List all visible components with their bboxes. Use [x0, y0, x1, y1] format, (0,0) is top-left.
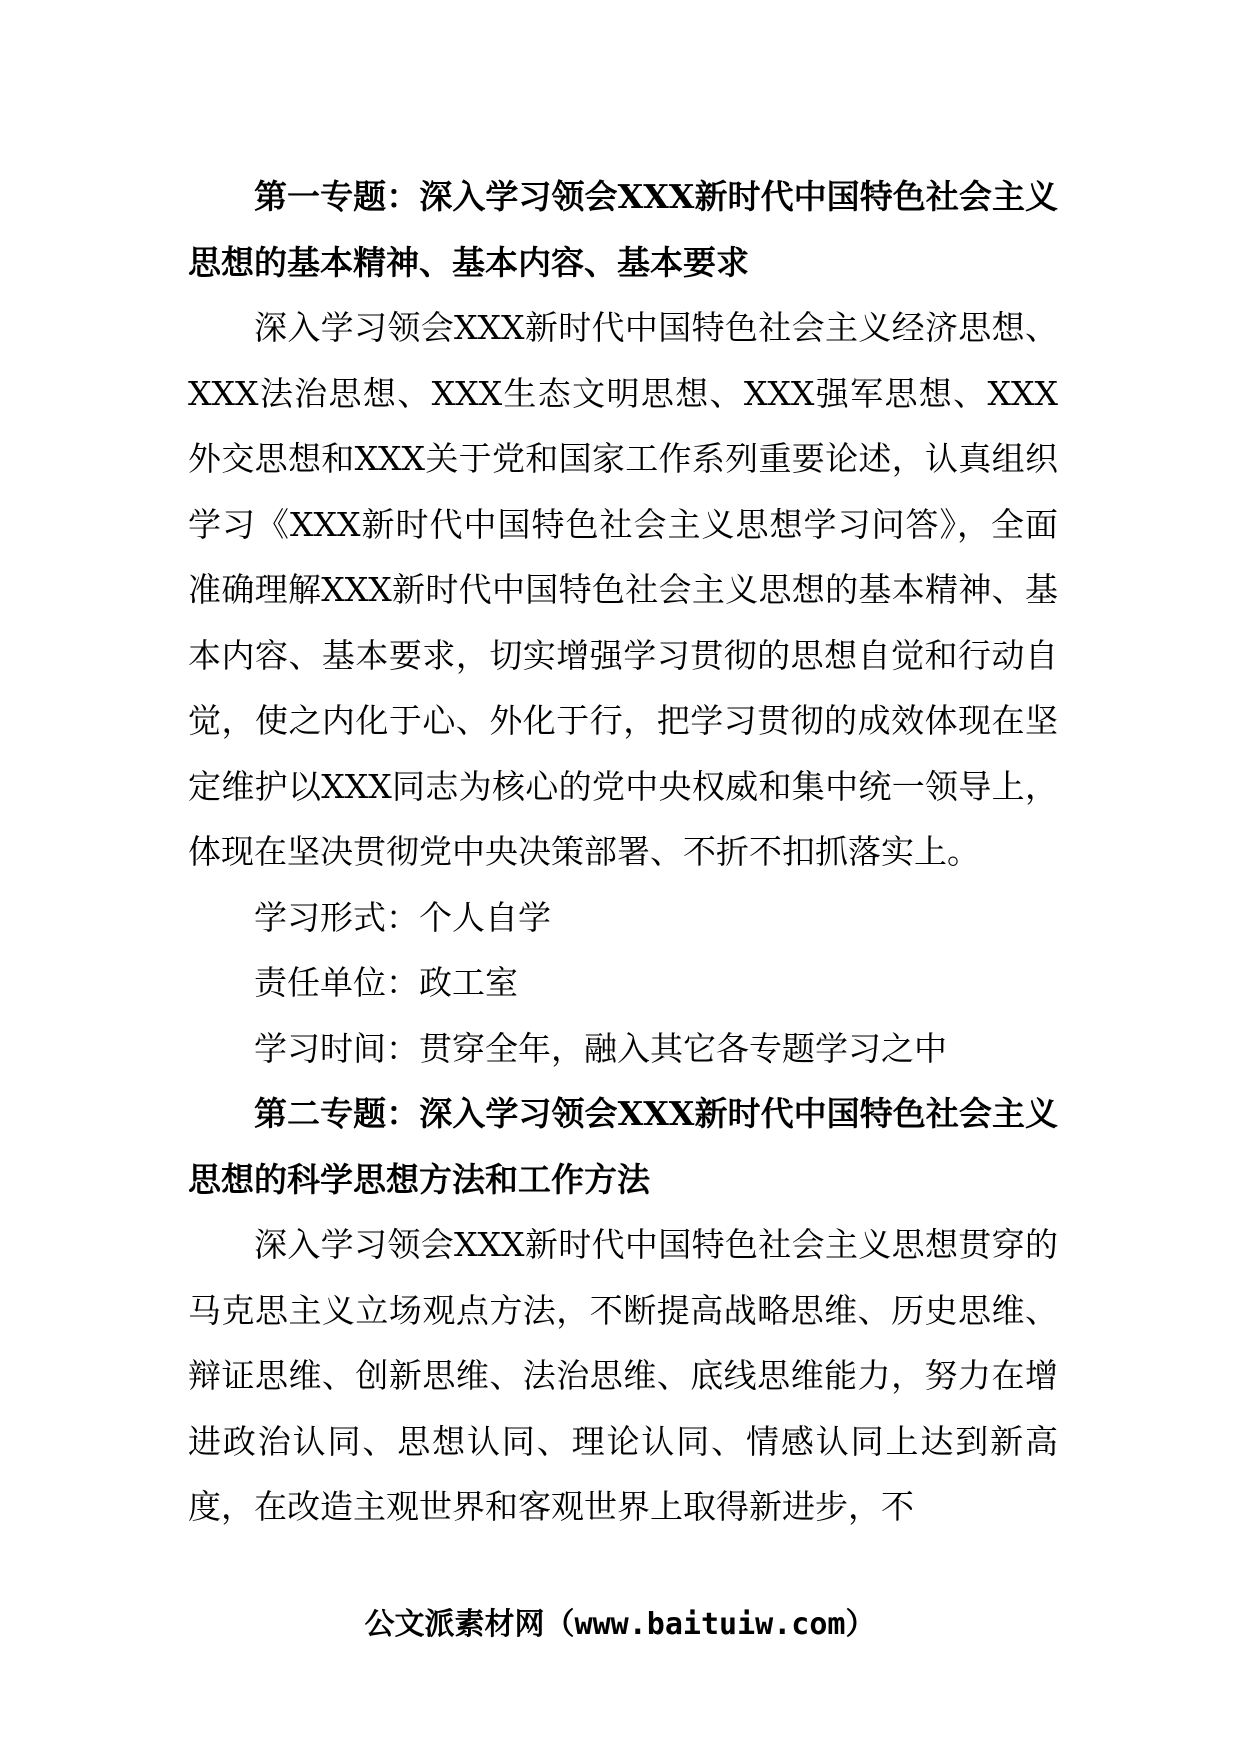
section1-heading: 第一专题：深入学习领会XXX新时代中国特色社会主义思想的基本精神、基本内容、基本要求 [188, 177, 1058, 282]
footer-close-paren: ） [845, 1607, 876, 1642]
section2-heading: 第二专题：深入学习领会XXX新时代中国特色社会主义思想的科学思想方法和工作方法 [188, 1094, 1058, 1199]
footer-watermark [0, 1605, 1240, 1645]
section1-study-time: 学习时间：贯穿全年，融入其它各专题学习之中 [254, 1028, 947, 1068]
document-page [188, 164, 1058, 1540]
footer-open-paren: （ [544, 1607, 575, 1642]
footer-url: www.baituiw.com [574, 1607, 846, 1642]
section2-body: 深入学习领会XXX新时代中国特色社会主义思想贯穿的马克思主义立场观点方法，不断提高战略思维、历史思维、辩证思维、创新思维、法治思维、底线思维能力，努力在增进政治认同、思想认同、理论认同、情感认同上达到新高度，在改造主观世界和客观世界上取得新进步，不 [188, 1225, 1058, 1526]
section1-study-form: 学习形式：个人自学 [254, 897, 551, 937]
section1-responsible-unit: 责任单位：政工室 [254, 963, 518, 1002]
footer-site-name: 公文派素材网 [364, 1607, 545, 1642]
section1-body: 深入学习领会XXX新时代中国特色社会主义经济思想、XXX法治思想、XXX生态文明思想、XXX强军思想、XXX外交思想和XXX关于党和国家工作系列重要论述，认真组织学习《XXX新时代中国特色社会主义思想学习问答》，全面准确理解XXX新时代中国特色社会主义思想的基本精神、基本内容、基本要求，切实增强学习贯彻的思想自觉和行动自觉，使之内化于心、外化于行，把学习贯彻的成效体现在坚定维护以XXX同志为核心的党中央权威和集中统一领导上，体现在坚决贯彻党中央决策部署、不折不扣抓落实上。 [188, 308, 1058, 871]
